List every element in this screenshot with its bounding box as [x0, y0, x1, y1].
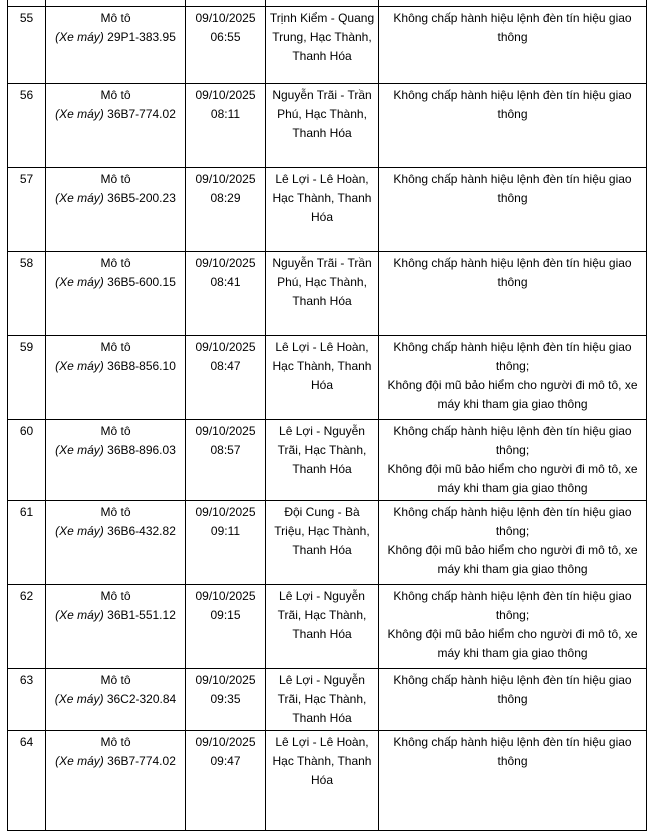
row-number: 60 — [19, 424, 34, 438]
datetime-cell — [186, 501, 266, 585]
violation-time: 08:41 — [210, 275, 241, 289]
datetime-cell — [186, 585, 266, 669]
violation-line: Không đội mũ bảo hiểm cho người đi mô tô, xe máy khi tham gia giao thông — [387, 627, 638, 660]
violation-date: 09/10/2025 — [195, 88, 256, 102]
table-row — [8, 669, 647, 731]
table-row — [8, 336, 647, 420]
violation-line: Không chấp hành hiệu lệnh đèn tín hiệu giao thông; — [393, 589, 632, 622]
license-plate: 36C2-320.84 — [106, 692, 177, 706]
row-number-cell — [8, 336, 46, 420]
vehicle-cell — [46, 585, 186, 669]
violation-time: 08:29 — [210, 191, 241, 205]
violation-cell — [379, 420, 647, 501]
violation-date: 09/10/2025 — [195, 505, 256, 519]
violation-cell — [379, 168, 647, 252]
datetime-cell — [186, 420, 266, 501]
violation-line: Không chấp hành hiệu lệnh đèn tín hiệu giao thông — [393, 256, 632, 289]
violation-date: 09/10/2025 — [195, 735, 256, 749]
datetime-cell — [186, 252, 266, 336]
violation-line: Không chấp hành hiệu lệnh đèn tín hiệu giao thông — [393, 735, 632, 768]
row-number-cell — [8, 585, 46, 669]
vehicle-type: Mô tô — [100, 673, 131, 687]
table-row — [8, 252, 647, 336]
table-row — [8, 84, 647, 168]
vehicle-plate-line — [48, 752, 183, 771]
violation-cell — [379, 7, 647, 84]
location-cell: Đội Cung - Bà Triệu, Hạc Thành, Thanh Hóa — [266, 501, 379, 585]
violation-time: 08:11 — [210, 107, 241, 121]
violation-line: Không đội mũ bảo hiểm cho người đi mô tô, xe máy khi tham gia giao thông — [387, 462, 638, 495]
row-number: 61 — [19, 505, 34, 519]
license-plate: 36B8-896.03 — [107, 443, 176, 457]
vehicle-type: Mô tô — [100, 340, 131, 354]
location-cell: Lê Lợi - Lê Hoàn, Hạc Thành, Thanh Hóa — [266, 731, 379, 831]
violation-line: Không chấp hành hiệu lệnh đèn tín hiệu giao thông — [393, 673, 632, 706]
violation-line: Không chấp hành hiệu lệnh đèn tín hiệu giao thông; — [393, 505, 632, 538]
vehicle-plate-line — [48, 441, 183, 460]
vehicle-class: (Xe máy) — [54, 692, 104, 706]
vehicle-cell — [46, 168, 186, 252]
row-number-cell — [8, 84, 46, 168]
vehicle-class: (Xe máy) — [55, 30, 104, 44]
table-row — [8, 168, 647, 252]
table-row — [8, 7, 647, 84]
vehicle-plate-line — [48, 357, 183, 376]
license-plate: 36B7-774.02 — [107, 754, 176, 768]
vehicle-type: Mô tô — [100, 505, 131, 519]
violation-date: 09/10/2025 — [195, 589, 256, 603]
row-number-cell — [8, 7, 46, 84]
vehicle-class: (Xe máy) — [55, 359, 104, 373]
vehicle-plate-line — [48, 105, 183, 124]
vehicle-cell — [46, 7, 186, 84]
row-number: 59 — [19, 340, 34, 354]
vehicle-class: (Xe máy) — [55, 275, 104, 289]
vehicle-cell — [46, 731, 186, 831]
license-plate: 36B8-856.10 — [107, 359, 176, 373]
location-cell: Nguyễn Trãi - Trần Phú, Hạc Thành, Thanh Hóa — [266, 84, 379, 168]
vehicle-cell — [46, 501, 186, 585]
violation-date: 09/10/2025 — [195, 11, 256, 25]
violation-time: 09:35 — [210, 692, 241, 706]
row-number: 57 — [19, 172, 34, 186]
violation-cell — [379, 501, 647, 585]
license-plate: 36B6-432.82 — [107, 524, 176, 538]
violations-table-body — [8, 0, 647, 831]
datetime-cell — [186, 84, 266, 168]
row-number-cell — [8, 669, 46, 731]
violation-cell — [379, 84, 647, 168]
vehicle-type: Mô tô — [100, 256, 131, 270]
violation-line: Không đội mũ bảo hiểm cho người đi mô tô, xe máy khi tham gia giao thông — [387, 378, 638, 411]
vehicle-class: (Xe máy) — [55, 754, 104, 768]
table-row — [8, 420, 647, 501]
violation-time: 09:15 — [210, 608, 241, 622]
row-number: 64 — [19, 735, 34, 749]
violation-cell — [379, 669, 647, 731]
license-plate: 36B5-200.23 — [107, 191, 176, 205]
vehicle-class: (Xe máy) — [55, 524, 104, 538]
vehicle-class: (Xe máy) — [55, 608, 104, 622]
datetime-cell — [186, 731, 266, 831]
license-plate: 36B1-551.12 — [107, 608, 176, 622]
table-row — [8, 731, 647, 831]
vehicle-plate-line — [48, 606, 183, 625]
violation-date: 09/10/2025 — [195, 340, 256, 354]
vehicle-cell — [46, 252, 186, 336]
row-number-cell — [8, 420, 46, 501]
violation-line: Không chấp hành hiệu lệnh đèn tín hiệu giao thông; — [393, 424, 632, 457]
vehicle-cell — [46, 669, 186, 731]
row-number-cell — [8, 731, 46, 831]
datetime-cell — [186, 7, 266, 84]
vehicle-type: Mô tô — [100, 11, 131, 25]
violation-line: Không chấp hành hiệu lệnh đèn tín hiệu giao thông — [393, 172, 632, 205]
row-number: 55 — [19, 11, 34, 25]
location-cell: Lê Lợi - Nguyễn Trãi, Hạc Thành, Thanh Hóa — [266, 420, 379, 501]
violation-time: 09:47 — [210, 754, 241, 768]
vehicle-class: (Xe máy) — [55, 191, 104, 205]
table-row — [8, 501, 647, 585]
location-cell: Lê Lợi - Nguyễn Trãi, Hạc Thành, Thanh Hóa — [266, 585, 379, 669]
vehicle-plate-line — [48, 522, 183, 541]
violation-cell — [379, 585, 647, 669]
violation-date: 09/10/2025 — [195, 172, 256, 186]
row-number-cell — [8, 501, 46, 585]
vehicle-cell — [46, 84, 186, 168]
violation-line: Không chấp hành hiệu lệnh đèn tín hiệu giao thông — [393, 88, 632, 121]
vehicle-type: Mô tô — [100, 172, 131, 186]
row-number: 58 — [19, 256, 34, 270]
location-cell: Lê Lợi - Lê Hoàn, Hạc Thành, Thanh Hóa — [266, 168, 379, 252]
license-plate: 36B5-600.15 — [107, 275, 176, 289]
row-number: 62 — [19, 589, 34, 603]
vehicle-plate-line — [48, 273, 183, 292]
vehicle-class: (Xe máy) — [55, 443, 104, 457]
location-cell: Lê Lợi - Nguyễn Trãi, Hạc Thành, Thanh Hóa — [266, 669, 379, 731]
violation-line: Không đội mũ bảo hiểm cho người đi mô tô, xe máy khi tham gia giao thông — [387, 543, 638, 576]
violation-time: 06:55 — [210, 30, 241, 44]
vehicle-type: Mô tô — [100, 424, 131, 438]
vehicle-class: (Xe máy) — [55, 107, 104, 121]
vehicle-plate-line — [48, 28, 183, 47]
violation-cell — [379, 731, 647, 831]
violation-date: 09/10/2025 — [195, 424, 256, 438]
datetime-cell — [186, 336, 266, 420]
license-plate: 29P1-383.95 — [107, 30, 176, 44]
violation-time: 08:57 — [210, 443, 241, 457]
location-cell: Nguyễn Trãi - Trần Phú, Hạc Thành, Thanh Hóa — [266, 252, 379, 336]
vehicle-type: Mô tô — [100, 88, 131, 102]
datetime-cell — [186, 669, 266, 731]
datetime-cell — [186, 168, 266, 252]
vehicle-plate-line — [48, 690, 183, 709]
location-cell: Trịnh Kiểm - Quang Trung, Hạc Thành, Thanh Hóa — [266, 7, 379, 84]
violation-date: 09/10/2025 — [195, 673, 256, 687]
violations-table — [7, 0, 647, 831]
violation-line: Không chấp hành hiệu lệnh đèn tín hiệu giao thông — [393, 11, 632, 44]
violation-time: 08:47 — [210, 359, 241, 373]
vehicle-cell — [46, 336, 186, 420]
license-plate: 36B7-774.02 — [107, 107, 176, 121]
row-number-cell — [8, 168, 46, 252]
row-number: 56 — [19, 88, 34, 102]
row-number-cell — [8, 252, 46, 336]
violation-cell — [379, 252, 647, 336]
row-number: 63 — [19, 673, 34, 687]
table-row — [8, 585, 647, 669]
violation-date: 09/10/2025 — [195, 256, 256, 270]
violation-time: 09:11 — [210, 524, 241, 538]
vehicle-type: Mô tô — [100, 589, 131, 603]
vehicle-type: Mô tô — [100, 735, 131, 749]
location-cell: Lê Lợi - Lê Hoàn, Hạc Thành, Thanh Hóa — [266, 336, 379, 420]
violation-line: Không chấp hành hiệu lệnh đèn tín hiệu giao thông; — [393, 340, 632, 373]
vehicle-plate-line — [48, 189, 183, 208]
vehicle-cell — [46, 420, 186, 501]
violation-cell — [379, 336, 647, 420]
